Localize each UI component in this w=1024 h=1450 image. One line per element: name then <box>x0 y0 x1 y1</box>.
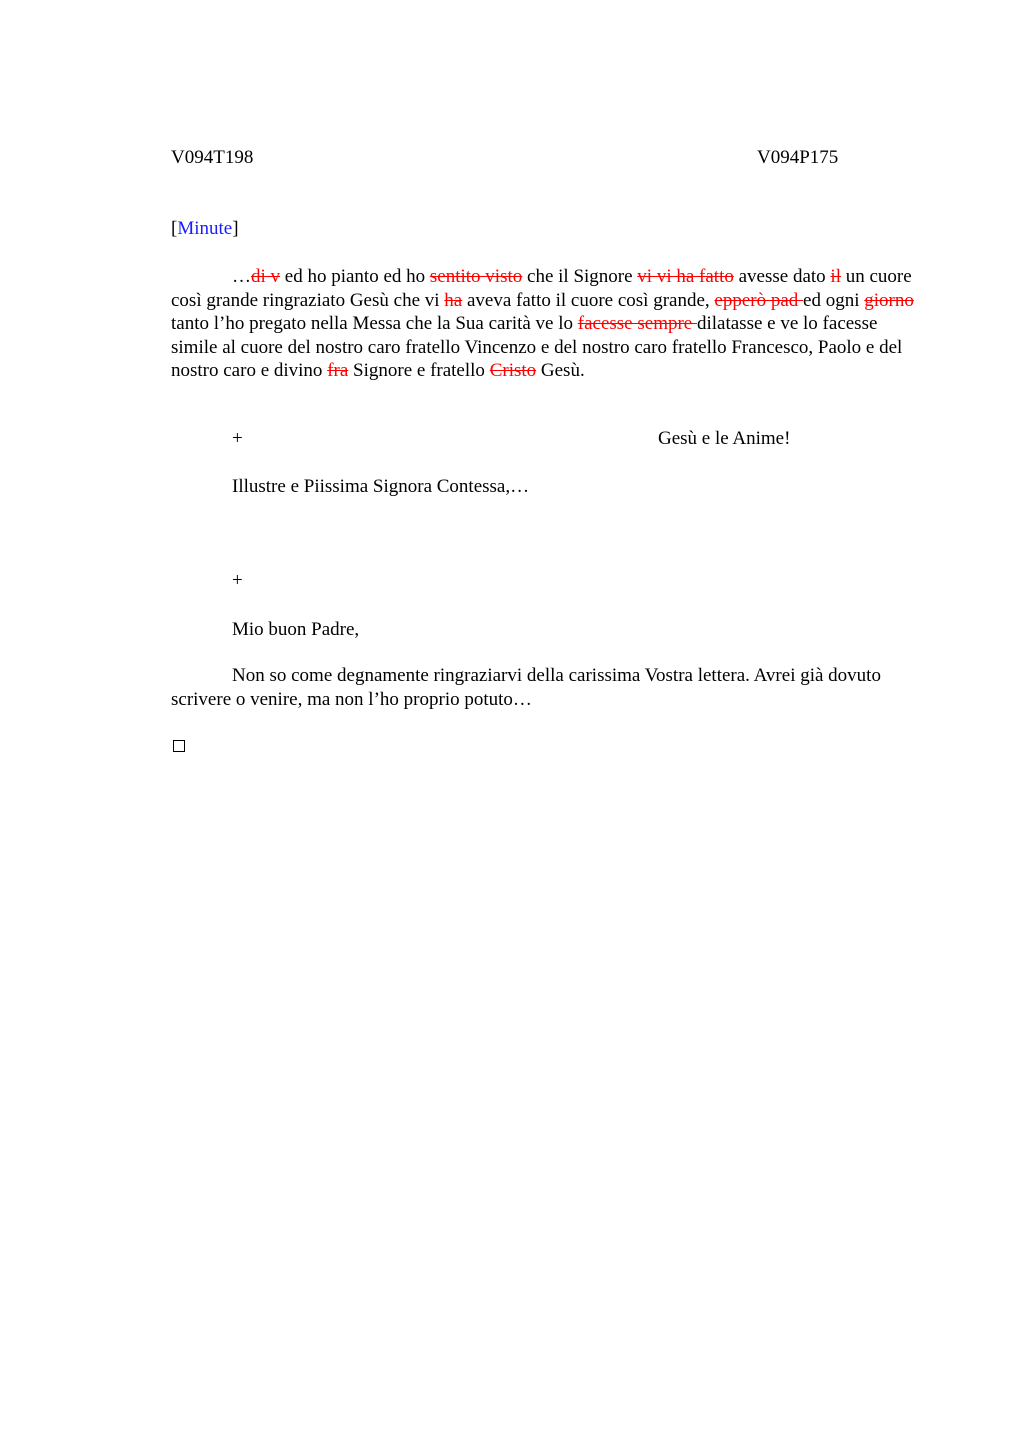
cross-mark-2: + <box>232 570 243 591</box>
text-run: tanto l’ho pregato nella Messa che la Sua carità ve lo <box>171 313 578 335</box>
volume-code-left: V094T198 <box>171 147 254 168</box>
text-run: avesse dato <box>733 266 831 287</box>
deleted-text: Cristo <box>489 360 537 382</box>
text-run: aveva fatto il cuore così grande, <box>462 289 715 311</box>
close-bracket: ] <box>232 218 239 239</box>
salutation-padre: Mio buon Padre, <box>232 619 360 640</box>
deleted-text: epperò pad <box>714 289 804 311</box>
deleted-text: fra <box>327 360 349 382</box>
cross-mark: + <box>232 428 243 449</box>
deleted-text: facesse sempre <box>577 313 697 335</box>
letter-body: Non so come degnamente ringraziarvi della carissima Vostra lettera. Avrei già dovuto scrivere o venire, ma non l’ho proprio potuto… <box>171 665 881 710</box>
draft-paragraph <box>171 265 921 383</box>
motto: Gesù e le Anime! <box>658 428 791 449</box>
text-run: un cuore così grande ringraziato Gesù che vi <box>171 266 912 311</box>
section-label <box>171 217 239 241</box>
open-bracket: [ <box>171 218 178 239</box>
empty-square-icon <box>173 740 185 752</box>
salutation-contessa: Illustre e Piissima Signora Contessa,… <box>232 476 530 497</box>
deleted-text: ha <box>444 289 463 311</box>
text-run: Signore e fratello <box>348 360 490 382</box>
text-run: … <box>232 266 251 287</box>
text-run: ed ho pianto ed ho <box>280 266 430 287</box>
volume-code-right: V094P175 <box>757 147 839 168</box>
text-run: ed ogni <box>803 289 865 311</box>
deleted-text: il <box>830 266 841 287</box>
deleted-text: vi vi ha fatto <box>637 266 734 287</box>
deleted-text: giorno <box>864 289 914 311</box>
document-page <box>171 0 921 1450</box>
text-run: dilatasse e ve lo facesse simile al cuore del nostro caro fratello Vincenzo e del nostro caro fratello Francesco, Paolo e del nostro caro e divino <box>171 313 903 382</box>
minute-link[interactable]: Minute <box>177 218 233 239</box>
deleted-text: sentito visto <box>429 266 523 287</box>
deleted-text: di v <box>251 266 281 287</box>
text-run: Gesù. <box>536 360 585 382</box>
text-run: che il Signore <box>522 266 638 287</box>
